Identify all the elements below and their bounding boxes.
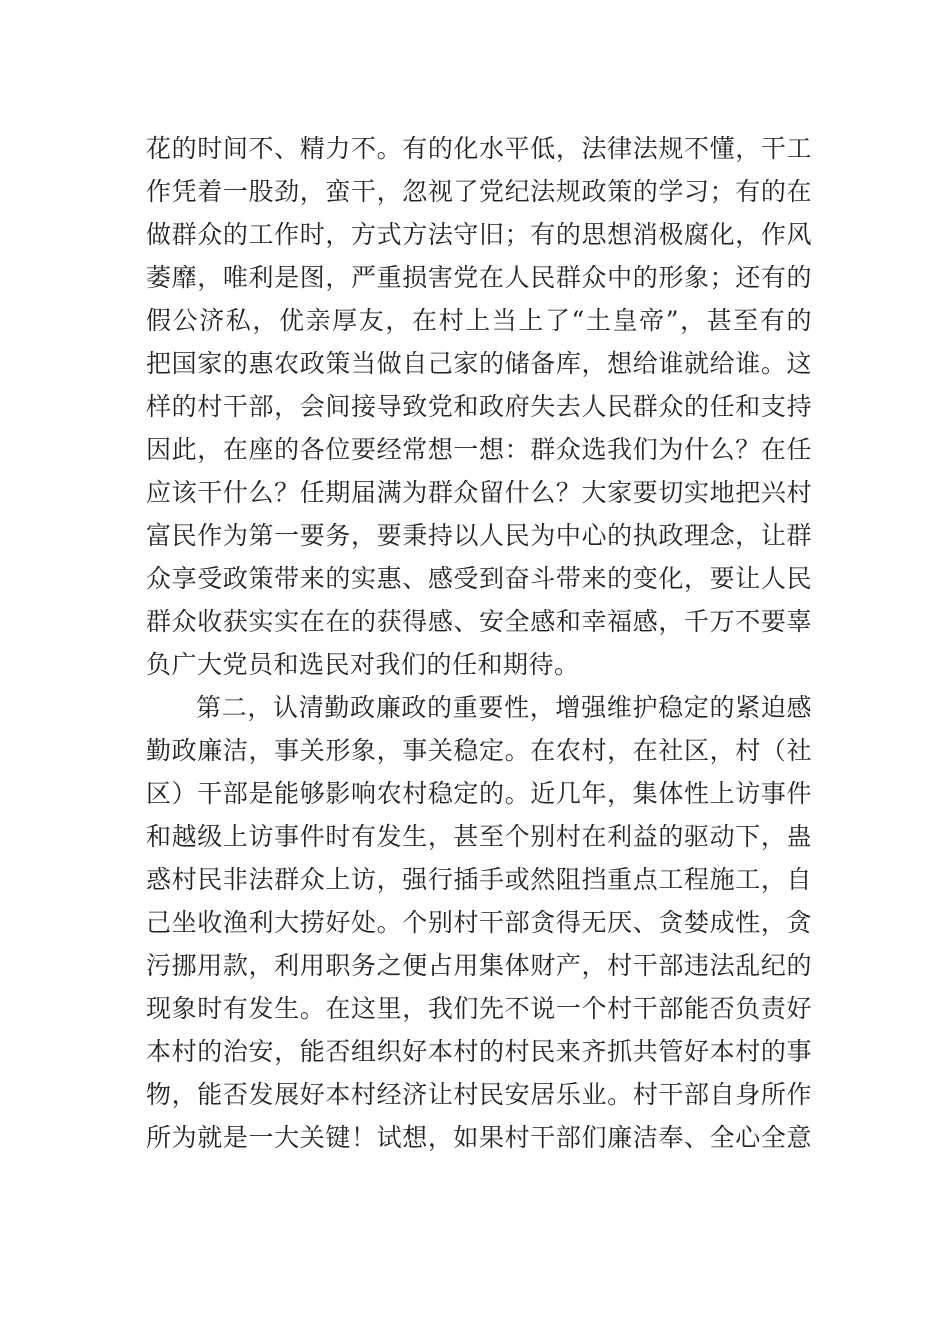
text-line: 群众收获实实在在的获得感、安全感和幸福感，千万不要辜 [146, 607, 812, 636]
text-line: 区）干部是能够影响农村稳定的。近几年，集体性上访事件 [146, 779, 812, 808]
text-line: 作凭着一股劲，蛮干，忽视了党纪法规政策的学习；有的在 [146, 177, 812, 206]
text-line: 众享受政策带来的实惠、感受到奋斗带来的变化，要让人民 [146, 564, 812, 593]
text-line: 把国家的惠农政策当做自己家的储备库，想给谁就给谁。这 [146, 349, 812, 378]
text-line: 样的村干部，会间接导致党和政府失去人民群众的任和支持 [146, 392, 812, 421]
text-line: 勤政廉洁，事关形象，事关稳定。在农村，在社区，村（社 [146, 736, 812, 765]
text-line: 应该干什么？任期届满为群众留什么？大家要切实地把兴村 [146, 478, 812, 507]
text-line: 现象时有发生。在这里，我们先不说一个村干部能否负责好 [146, 994, 812, 1023]
text-line: 和越级上访事件时有发生，甚至个别村在利益的驱动下，蛊 [146, 822, 812, 851]
text-line: 本村的治安，能否组织好本村的村民来齐抓共管好本村的事 [146, 1037, 812, 1066]
text-line: 富民作为第一要务，要秉持以人民为中心的执政理念，让群 [146, 521, 812, 550]
text-line: 萎靡，唯利是图，严重损害党在人民群众中的形象；还有的 [146, 263, 812, 292]
paragraph-end-line: 负广大党员和选民对我们的任和期待。 [146, 650, 580, 679]
text-line: 污挪用款，利用职务之便占用集体财产，村干部违法乱纪的 [146, 951, 812, 980]
text-line: 物，能否发展好本村经济让村民安居乐业。村干部自身所作 [146, 1080, 812, 1109]
text-line: 做群众的工作时，方式方法守旧；有的思想消极腐化，作风 [146, 220, 812, 249]
text-line: 惑村民非法群众上访，强行插手或然阻挡重点工程施工，自 [146, 865, 812, 894]
text-line: 己坐收渔利大捞好处。个别村干部贪得无厌、贪婪成性，贪 [146, 908, 812, 937]
text-line: 所为就是一大关键！试想，如果村干部们廉洁奉、全心全意 [146, 1123, 812, 1152]
text-line: 花的时间不、精力不。有的化水平低，法律法规不懂，干工 [146, 134, 812, 163]
text-line: 假公济私，优亲厚友，在村上当上了“土皇帝”，甚至有的 [146, 306, 812, 335]
body-text [146, 127, 812, 1159]
paragraph-heading-line: 第二，认清勤政廉政的重要性，增强维护稳定的紧迫感 [196, 693, 812, 722]
text-line: 因此，在座的各位要经常想一想：群众选我们为什么？在任 [146, 435, 812, 464]
